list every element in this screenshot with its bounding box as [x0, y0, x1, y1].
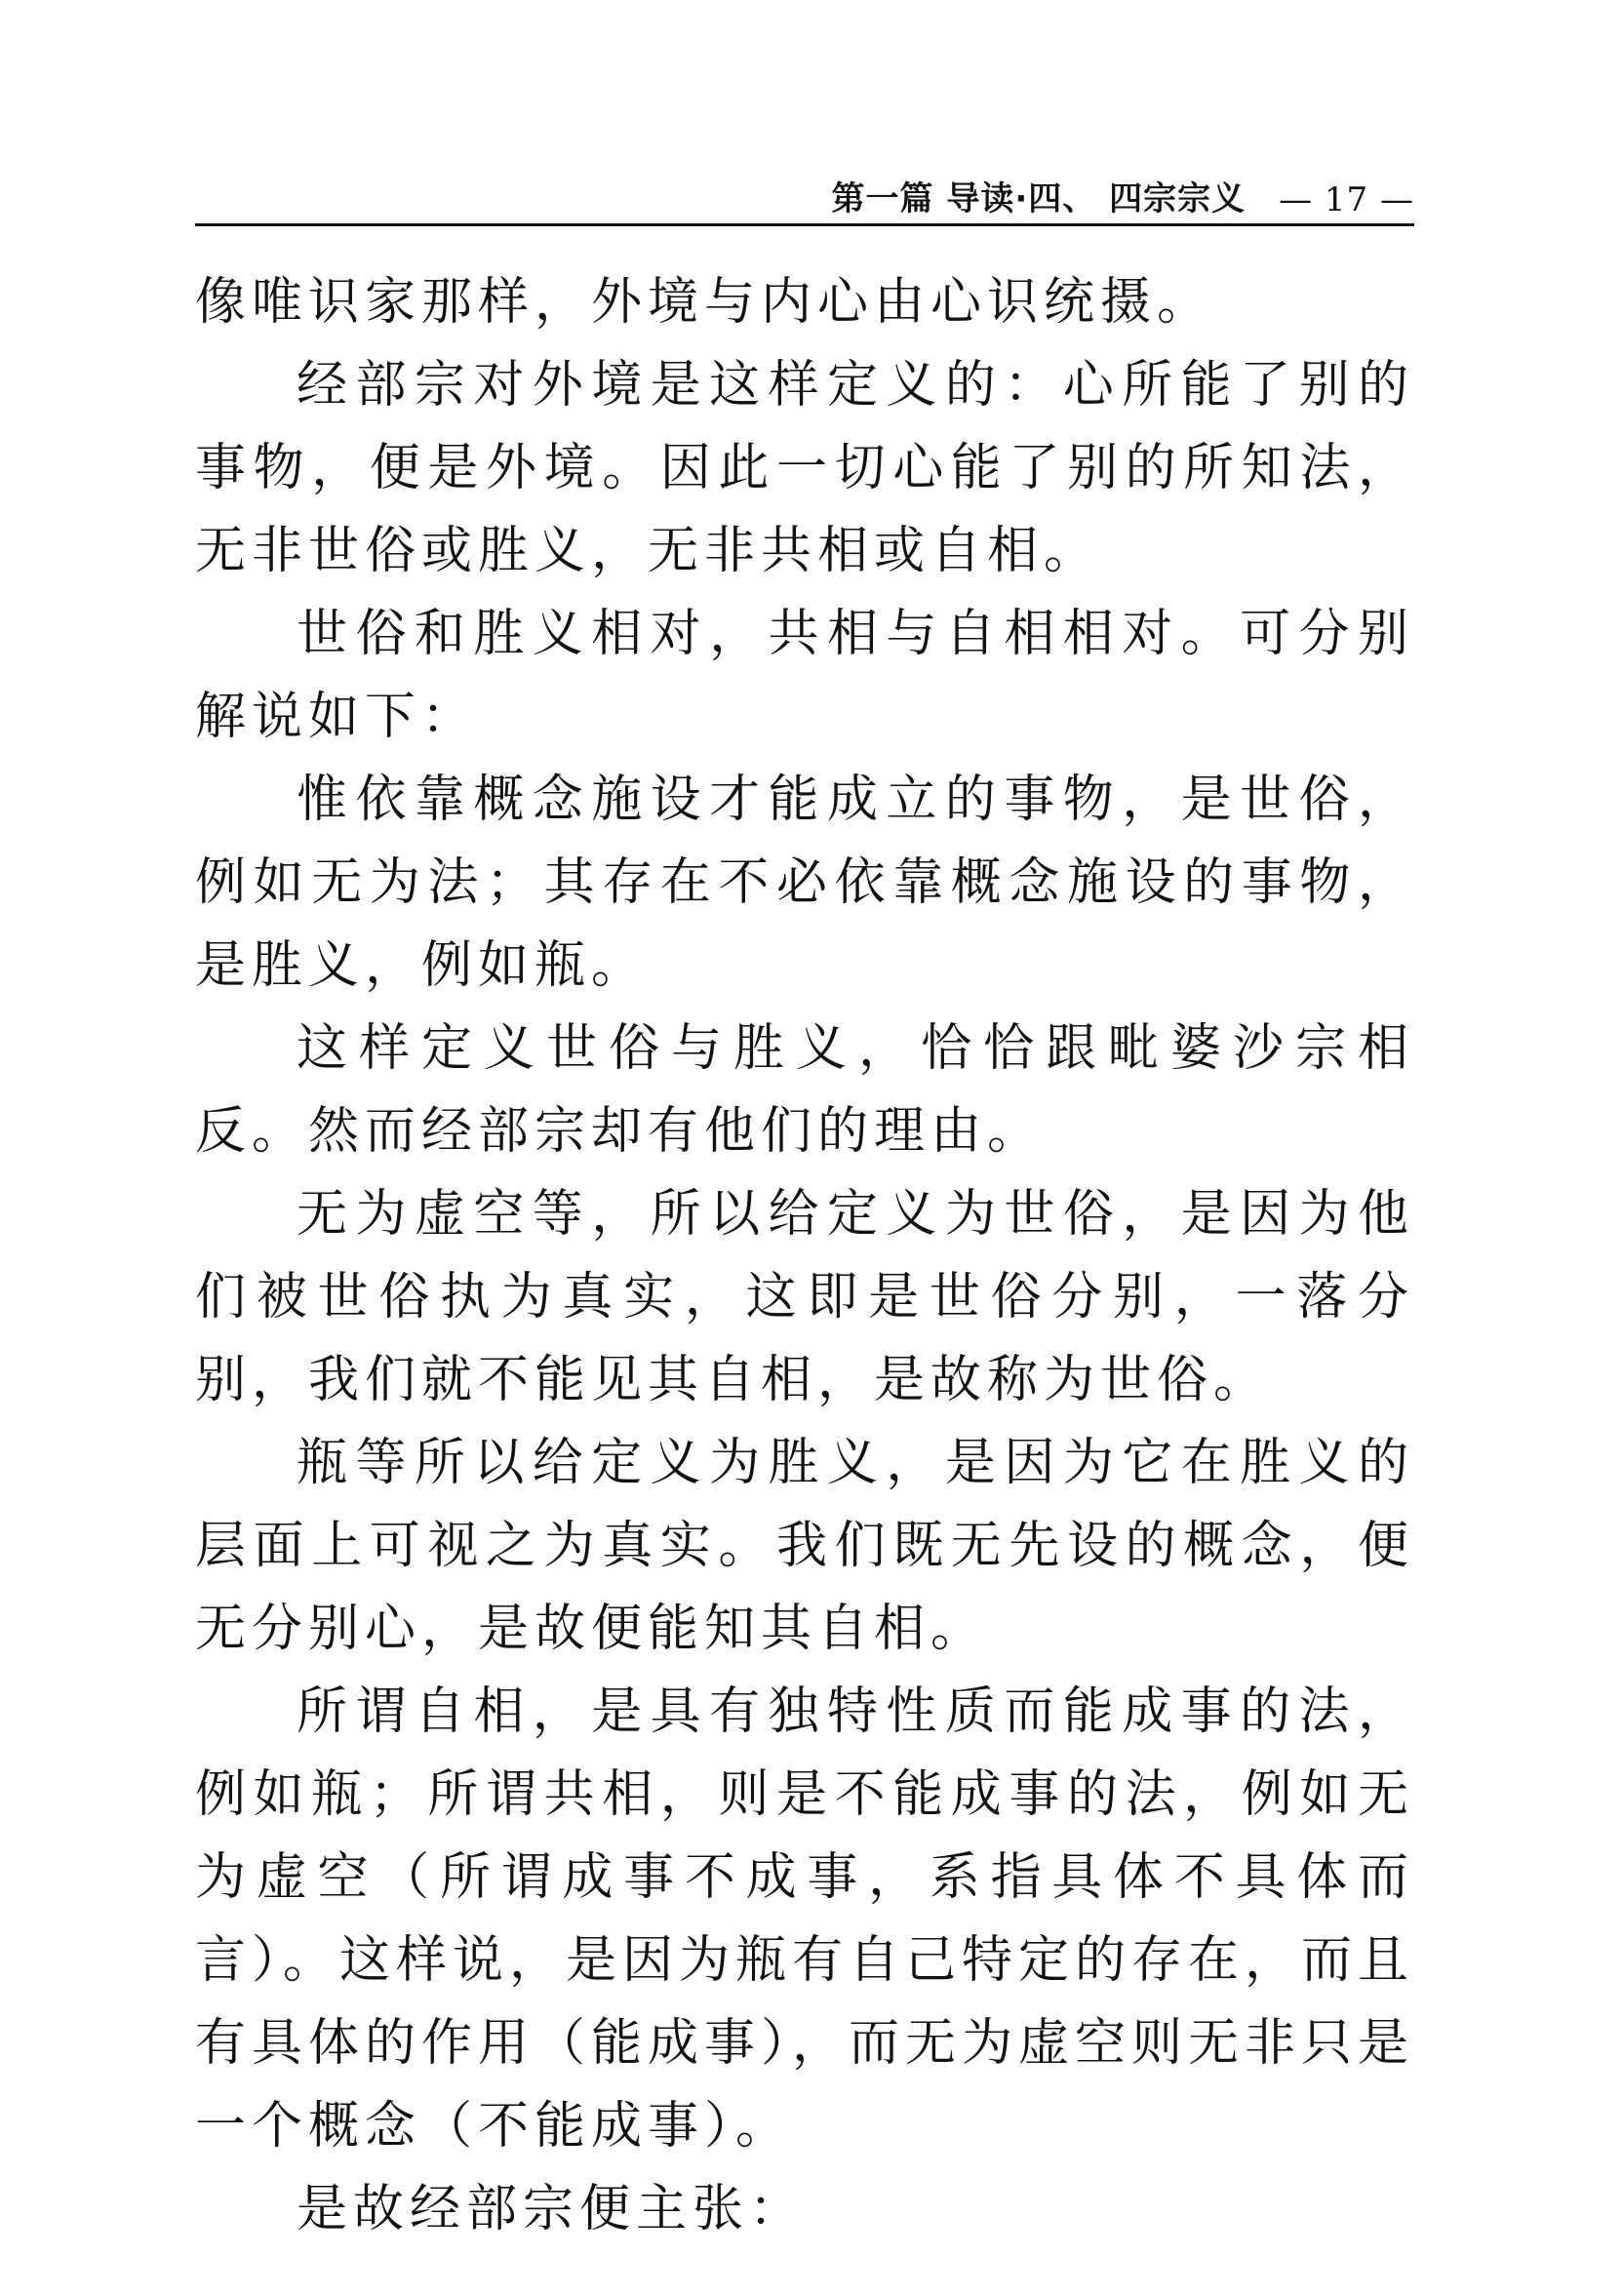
page-number: — 17 —: [1279, 180, 1414, 219]
paragraph: 惟依靠概念施设才能成立的事物，是世俗，例如无为法；其存在不必依靠概念施设的事物，是胜义，例如瓶。: [195, 771, 1414, 995]
paragraph: 世俗和胜义相对，共相与自相相对。可分别解说如下：: [195, 605, 1414, 746]
header-title: 第一篇 导读·四、 四宗宗义: [831, 179, 1247, 218]
paragraph: 瓶等所以给定义为胜义，是因为它在胜义的层面上可视之为真实。我们既无先设的概念，便无分别心，是故便能知其自相。: [195, 1434, 1414, 1658]
paragraph: 所谓自相，是具有独特性质而能成事的法，例如瓶；所谓共相，则是不能成事的法，例如无为虚空（所谓成事不成事，系指具体不具体而言）。这样说，是因为瓶有自己特定的存在，而且有具体的作用（能成事），而无为虚空则无非只是一个概念（不能成事）。: [195, 1682, 1415, 2156]
paragraph: 这样定义世俗与胜义，恰恰跟毗婆沙宗相反。然而经部宗却有他们的理由。: [195, 1019, 1414, 1161]
paragraph: 无为虚空等，所以给定义为世俗，是因为他们被世俗执为真实，这即是世俗分别，一落分别，我们就不能见其自相，是故称为世俗。: [195, 1185, 1414, 1409]
paragraph: 是故经部宗便主张：: [297, 2180, 807, 2238]
paragraph: 经部宗对外境是这样定义的：心所能了别的事物，便是外境。因此一切心能了别的所知法，无非世俗或胜义，无非共相或自相。: [195, 356, 1414, 580]
running-header: [195, 172, 1414, 226]
body-text: [195, 261, 1414, 2251]
paragraph-continuation: 像唯识家那样，外境与内心由心识统摄。: [195, 273, 1214, 332]
